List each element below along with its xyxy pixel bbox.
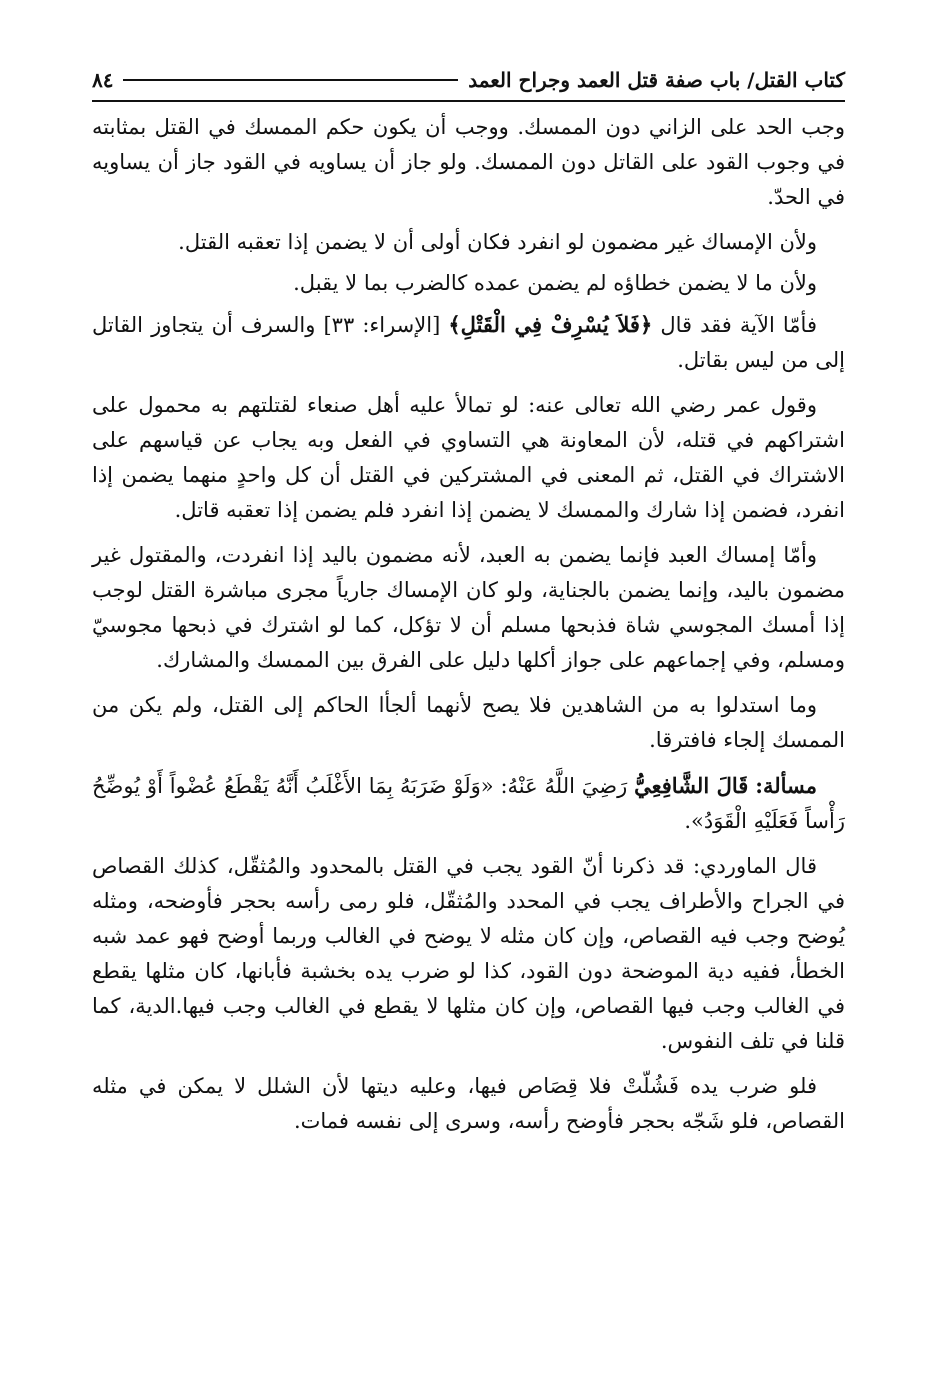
header-rule xyxy=(123,79,458,81)
header-title: كتاب القتل/ باب صفة قتل العمد وجراح العمد xyxy=(468,68,845,92)
page-number: ٨٤ xyxy=(92,68,114,92)
paragraph-witnesses: وما استدلوا به من الشاهدين فلا يصح لأنهما ألجأا الحاكم إلى القتل، ولم يكن من الممسك إلجاء فافترقا. xyxy=(92,693,845,752)
masala-speaker: قَالَ الشَّافِعِيُّ xyxy=(634,773,749,798)
paragraph-slave: وأمّا إمساك العبد فإنما يضمن به العبد، لأنه مضمون باليد إذا انفردت، والمقتول غير مضمون باليد، وإنما يضمن بالجناية، ولو كان الإمساك جارياً مجرى مباشرة القتل لوجب إذا أمسك المجوسي شاة فذبحها مسلم أن لا تؤكل، كما لو اشترك في ذبحها مجوسيّ ومسلم، وفي إجماعهم على جواز أكلها دليل على الفرق بين الممسك والمشارك. xyxy=(92,543,845,672)
running-header xyxy=(92,62,845,102)
paragraph-umar: وقول عمر رضي الله تعالى عنه: لو تمالأ عليه أهل صنعاء لقتلتهم به محمول على اشتراكهم في قتله، لأن المعاونة هي التساوي في الفعل وبه يجاب عن قياسهم على الاشتراك في القتل، ثم المعنى في المشتركين في القتل أن كل واحدٍ منهما يضمن إذا انفرد، فضمن إذا شارك والممسك لا يضمن إذا انفرد فلم يضمن إذا تعقبه قاتل. xyxy=(92,393,845,522)
verse-paragraph xyxy=(92,307,845,378)
quran-verse: ﴿فَلاَ يُسْرِفْ فِي الْقَتْلِ﴾ xyxy=(448,312,653,337)
paragraph-1: وجب الحد على الزاني دون الممسك. ووجب أن يكون حكم الممسك في القتل بمثابته في وجوب القود على القاتل دون الممسك. ولو جاز أن يساويه في القود جاز أن يساويه في الحدّ. xyxy=(92,115,845,209)
verse-intro: فأمّا الآية فقد قال xyxy=(652,313,817,337)
paragraph-final: فلو ضرب يده فَشُلّتْ فلا قِصَاص فيها، وعليه ديتها لأن الشلل لا يمكن في مثله القصاص، فلو شَجّه بحجر فأوضح رأسه، وسرى إلى نفسه فمات. xyxy=(92,1074,845,1133)
masala-label: مسألة: xyxy=(755,773,817,798)
paragraph-2: ولأن الإمساك غير مضمون لو انفرد فكان أولى أن لا يضمن إذا تعقبه القتل. xyxy=(178,230,817,254)
verse-after: [الإسراء: ٣٣] والسرف أن يتجاوز القاتل إلى من ليس بقاتل. xyxy=(92,313,845,372)
paragraph-mawardi: قال الماوردي: قد ذكرنا أنّ القود يجب في القتل بالمحدود والمُثقّل، كذلك القصاص في الجراح والأطراف يجب في المحدد والمُثقّل، فلو رمى رأسه بحجر فأوضحه، ومثله يُوضح وجب فيه القصاص، وإن كان مثله لا يوضح في الغالب وربما أوضح فهو عمد شبه الخطأ، ففيه دية الموضحة دون القود، كذا لو ضرب يده بخشبة فأبانها، كان مثلها يقطع في الغالب وجب فيها القصاص، وإن كان مثلها لا يقطع في الغالب وجب فيها.الدية، كما قلنا في تلف النفوس. xyxy=(92,854,845,1053)
masala-text: رَضِيَ اللَّهُ عَنْهُ: «وَلَوْ ضَرَبَهُ بِمَا الأَغْلَبُ أَنَّهُ يَقْطَعُ عُضْواً أَوْ يُوضِّحُ رَأْساً فَعَلَيْهِ الْقَوَدُ». xyxy=(92,774,845,833)
masala-paragraph xyxy=(92,768,845,839)
paragraph-3: ولأن ما لا يضمن خطاؤه لم يضمن عمده كالضرب بما لا يقبل. xyxy=(293,271,817,295)
